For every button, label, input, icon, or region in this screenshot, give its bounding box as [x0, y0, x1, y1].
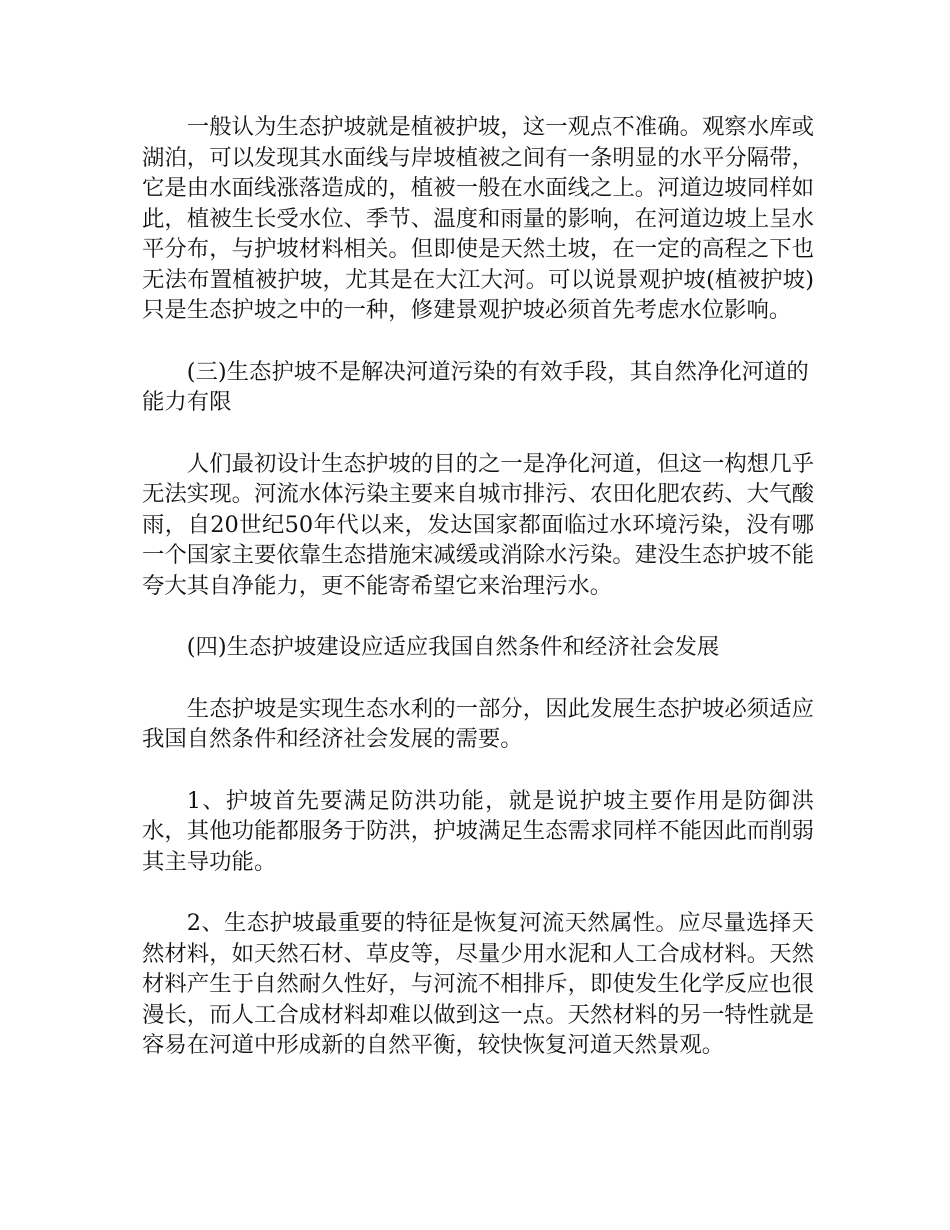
section-heading-3: (三)生态护坡不是解决河道污染的有效手段，其自然净化河道的能力有限: [142, 358, 809, 415]
section-heading-4: (四)生态护坡建设应适应我国自然条件和经济社会发展: [186, 634, 720, 660]
paragraph-purification: 人们最初设计生态护坡的目的之一是净化河道，但这一构想几乎无法实现。河流水体污染主要来自城市排污、农田化肥农药、大气酸雨，自20世纪50年代以来，发达国家都面临过水环境污染，没有哪一个国家主要依靠生态措施宋减缓或消除水污染。建没生态护坡不能夸大其自净能力，更不能寄希望它来治理污水。: [142, 450, 814, 599]
list-item-1-flood-control: 1、护坡首先要满足防洪功能，就是说护坡主要作用是防御洪水，其他功能都服务于防洪，护坡满足生态需求同样不能因此而削弱其主导功能。: [142, 787, 814, 875]
paragraph-vegetation-slope: 一般认为生态护坡就是植被护坡，这一观点不准确。观察水库或湖泊，可以发现其水面线与岸坡植被之间有一条明显的水平分隔带，它是由水面线涨落造成的，植被一般在水面线之上。河道边坡同样如此，植被生长受水位、季节、温度和雨量的影响，在河道边坡上呈水平分布，与护坡材料相关。但即使是天然土坡，在一定的高程之下也无法布置植被护坡，尤其是在大江大河。可以说景观护坡(植被护坡)只是生态护坡之中的一种，修建景观护坡必须首先考虑水位影响。: [142, 114, 814, 323]
paragraph-ecological-water: 生态护坡是实现生态水利的一部分，因此发展生态护坡必须适应我国自然条件和经济社会发展的需要。: [142, 695, 814, 752]
document-body: [142, 112, 814, 1092]
list-item-2-natural-materials: 2、生态护坡最重要的特征是恢复河流天然属性。应尽量选择天然材料，如天然石材、草皮等，尽量少用水泥和人工合成材料。天然材料产生于自然耐久性好，与河流不相排斥，即使发生化学反应也很漫长，而人工合成材料却难以做到这一点。天然材料的另一特性就是容易在河道中形成新的自然平衡，较快恢复河道天然景观。: [142, 910, 814, 1058]
